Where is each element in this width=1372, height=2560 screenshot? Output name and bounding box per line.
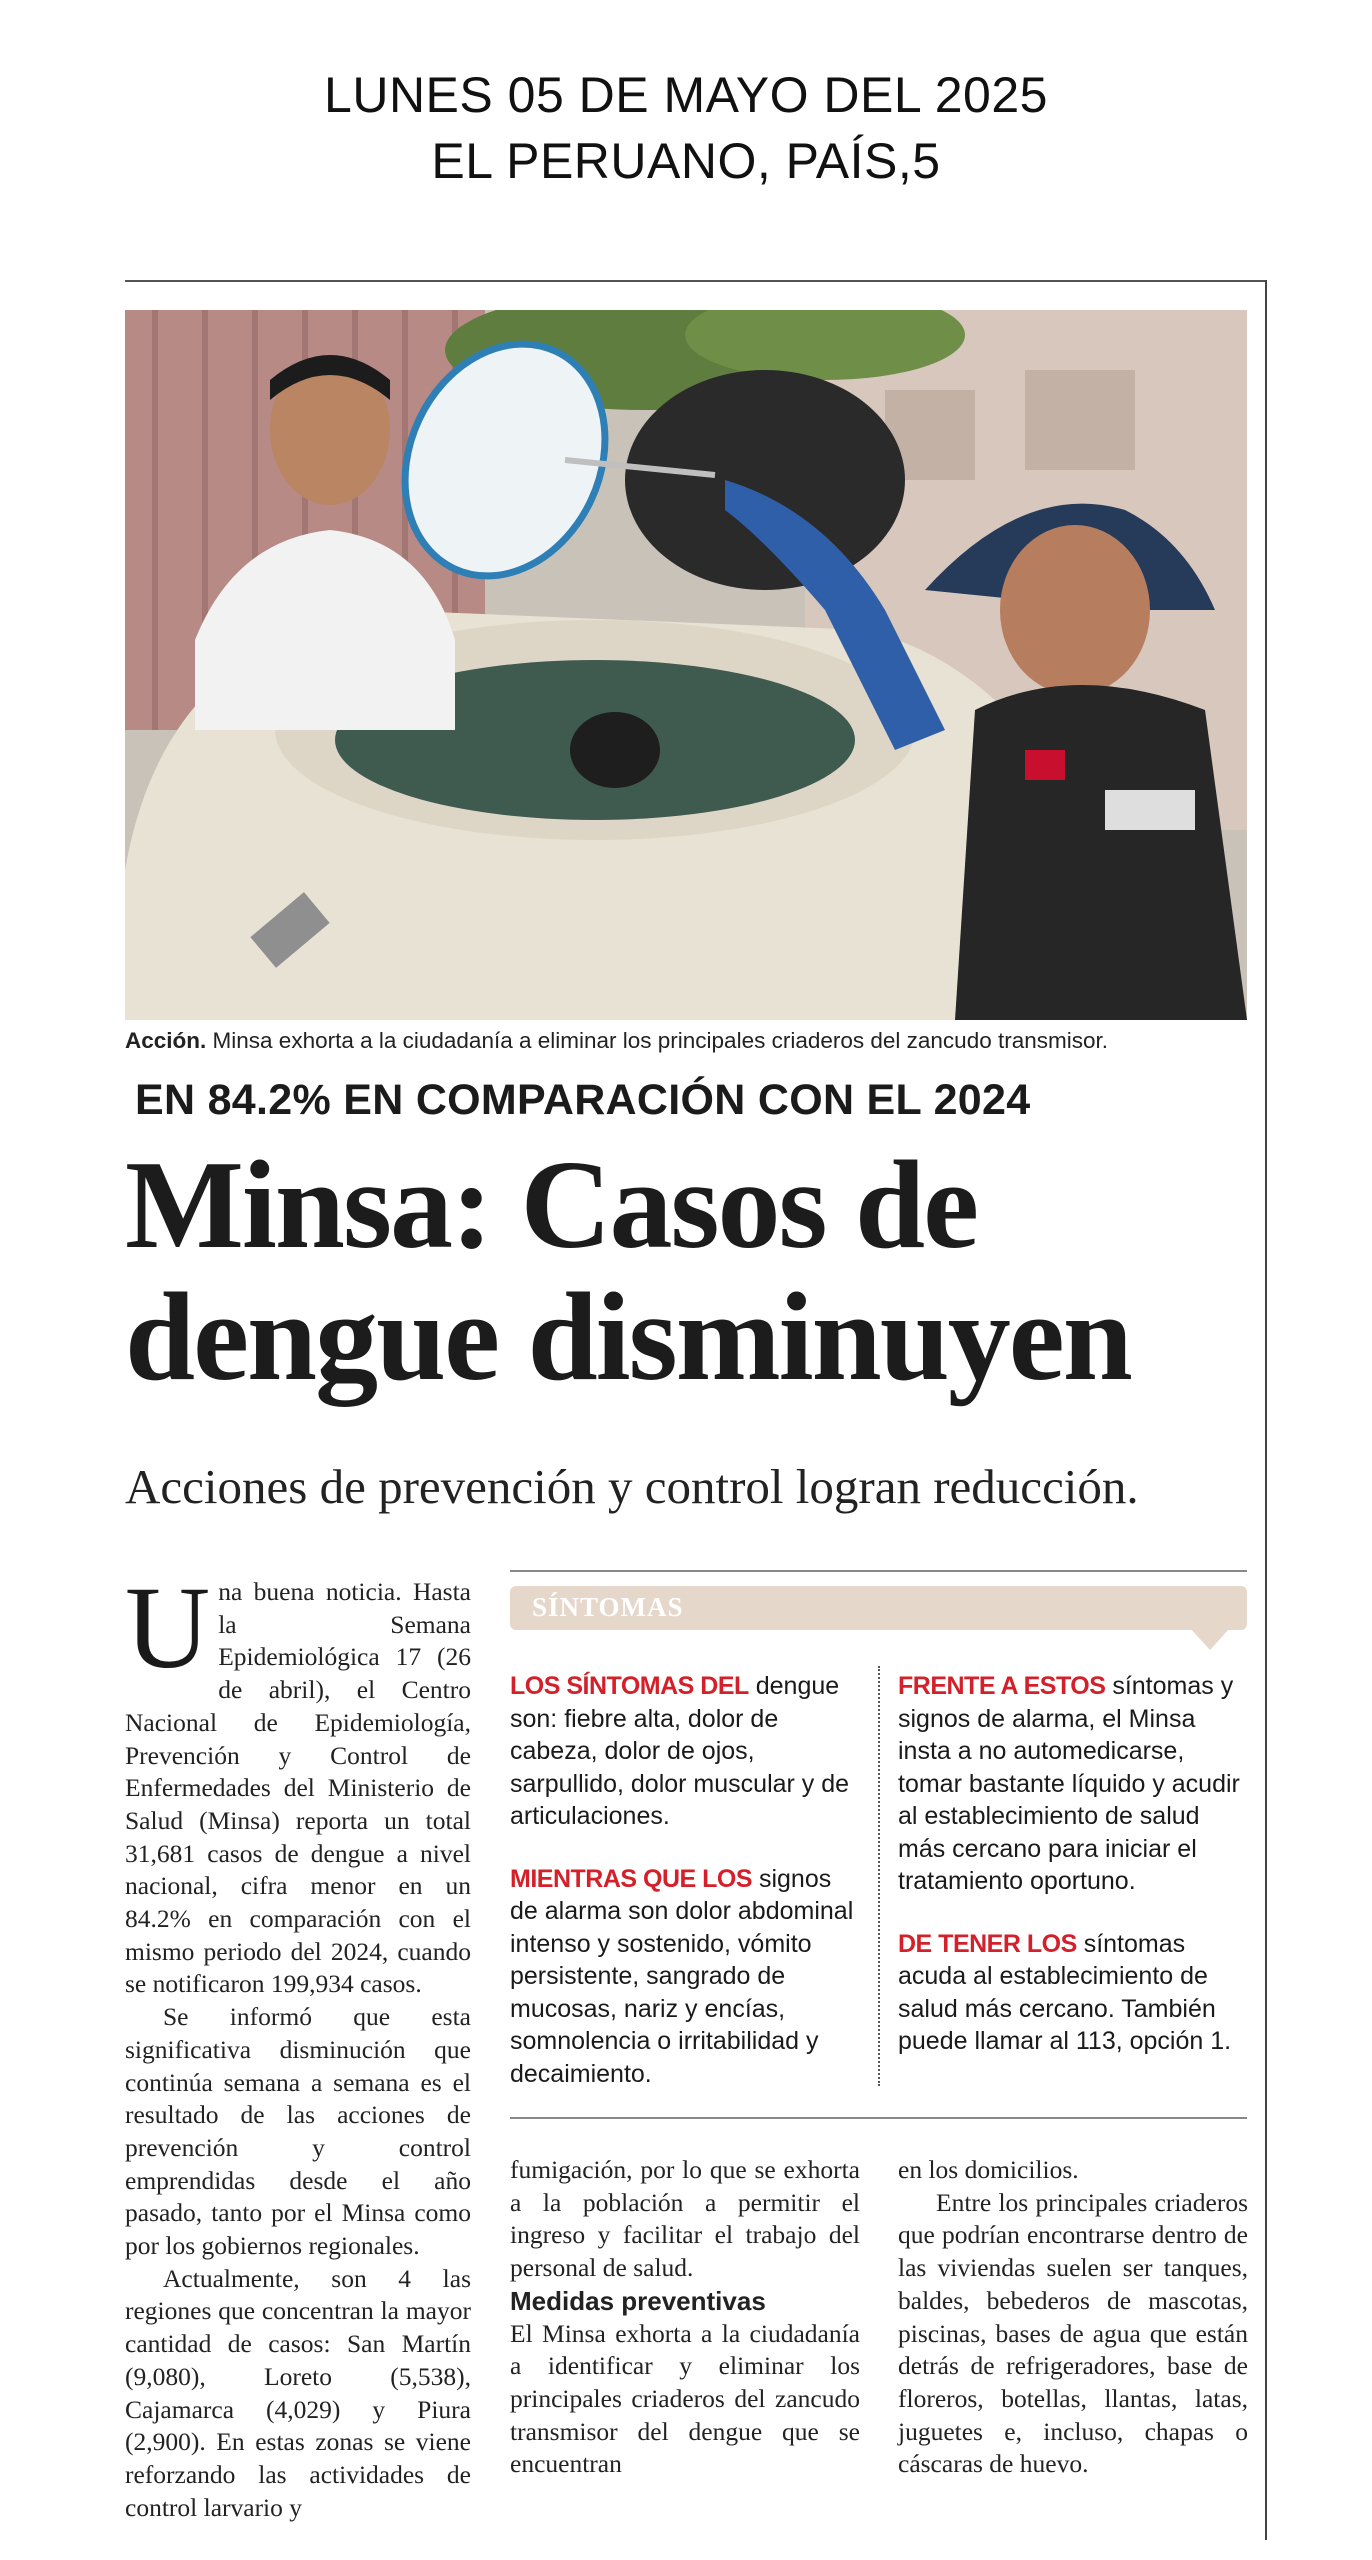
symptoms-top-rule xyxy=(510,1570,1247,1572)
paragraph: Se informó que esta significativa disminución que continúa semana a semana es el resultado de las acciones de prevención y control emprendidas desde el año pasado, tanto por el Minsa como por los gobiernos regionales. xyxy=(125,2002,471,2261)
section-subtitle: Medidas preventivas xyxy=(510,2285,766,2316)
drop-cap: U xyxy=(125,1562,211,1693)
symptom-lead: DE TENER LOS xyxy=(898,1929,1077,1958)
top-rule xyxy=(125,280,1267,282)
paragraph: Actualmente, son 4 las regiones que concentran la mayor cantidad de casos: San Martín (9,080), Loreto (5,538), Cajamarca (4,029) y Piura (2,900). En estas zonas se viene reforzando las actividades de control larvario y xyxy=(125,2263,471,2522)
symptoms-title: SÍNTOMAS xyxy=(532,1592,684,1622)
caption-text: Minsa exhorta a la ciudadanía a eliminar los principales criaderos del zancudo transmisor. xyxy=(206,1028,1108,1053)
right-rule xyxy=(1265,280,1267,2540)
headline-line: dengue disminuyen xyxy=(125,1268,1131,1407)
symptoms-divider xyxy=(878,1666,880,2086)
article-kicker: EN 84.2% EN COMPARACIÓN CON EL 2024 xyxy=(135,1076,1031,1124)
symptom-lead: MIENTRAS QUE LOS xyxy=(510,1864,753,1893)
paragraph: Entre los principales criaderos que podrían encontrarse dentro de las viviendas suelen ser tanques, baldes, bebederos de mascotas, piscinas, bases de agua que están detrás de refrigeradores, base de floreros, botellas, llantas, latas, juguetes e, incluso, chapas o cáscaras de huevo. xyxy=(898,2187,1248,2479)
article-column-3 xyxy=(898,2154,1248,2481)
paragraph-text: na buena noticia. Hasta la Semana Epidemiológica 17 (26 de abril), el Centro Nacional de Epidemiología, Prevención y Control de Enfermedades del Ministerio de Salud (Minsa) reporta un total 31,681 casos de dengue a nivel nacional, cifra menor en un 84.2% en comparación con el mismo periodo del 2024, cuando se notificaron 199,934 casos. xyxy=(125,1577,471,1999)
symptom-text: síntomas y signos de alarma, el Minsa insta a no automedicarse, tomar bastante líquido y acudir al establecimiento de salud más cercano para iniciar el tratamiento oportuno. xyxy=(898,1672,1240,1895)
subheadline: Acciones de prevención y control logran reducción. xyxy=(125,1459,1139,1514)
symptom-item xyxy=(898,1928,1248,2058)
date-line: LUNES 05 DE MAYO DEL 2025 xyxy=(324,67,1048,123)
symptom-item xyxy=(898,1670,1248,1898)
newspaper-section-line: EL PERUANO, PAÍS,5 xyxy=(431,133,941,189)
paragraph: fumigación, por lo que se exhorta a la población a permitir el ingreso y facilitar el trabajo del personal de salud. xyxy=(510,2155,860,2283)
paragraph: en los domicilios. xyxy=(898,2155,1079,2184)
photo-caption xyxy=(125,1028,1255,1054)
symptom-lead: LOS SÍNTOMAS DEL xyxy=(510,1672,749,1700)
symptom-text: síntomas acuda al establecimiento de salud más cercano. También puede llamar al 113, opción 1. xyxy=(898,1929,1232,2055)
symptom-item xyxy=(510,1863,860,2091)
symptoms-banner xyxy=(510,1586,1247,1630)
paragraph: El Minsa exhorta a la ciudadanía a identificar y eliminar los principales criaderos del zancudo transmisor del dengue que se encuentran xyxy=(510,2318,860,2479)
symptoms-column-right xyxy=(898,1670,1248,2088)
caption-lead: Acción. xyxy=(125,1028,207,1053)
article-column-1 xyxy=(125,1562,471,2524)
symptom-item xyxy=(510,1670,860,1833)
symptoms-bottom-rule xyxy=(510,2117,1247,2119)
symptom-lead: FRENTE A ESTOS xyxy=(898,1672,1106,1700)
symptom-text: signos de alarma son dolor abdominal intenso y sostenido, vómito persistente, sangrado de mucosas, nariz y encías, somnolencia o irritabilidad y decaimiento. xyxy=(510,1864,854,2088)
article-photo xyxy=(125,310,1247,1020)
paragraph xyxy=(125,1562,471,2001)
symptoms-banner-tail xyxy=(1190,1628,1230,1650)
symptoms-column-left xyxy=(510,1670,860,2120)
symptom-text: dengue son: fiebre alta, dolor de cabeza, dolor de ojos, sarpullido, dolor muscular y de articulaciones. xyxy=(510,1672,850,1830)
headline xyxy=(125,1136,1265,1407)
article-column-2 xyxy=(510,2154,860,2481)
headline-line: Minsa: Casos de xyxy=(125,1136,978,1275)
